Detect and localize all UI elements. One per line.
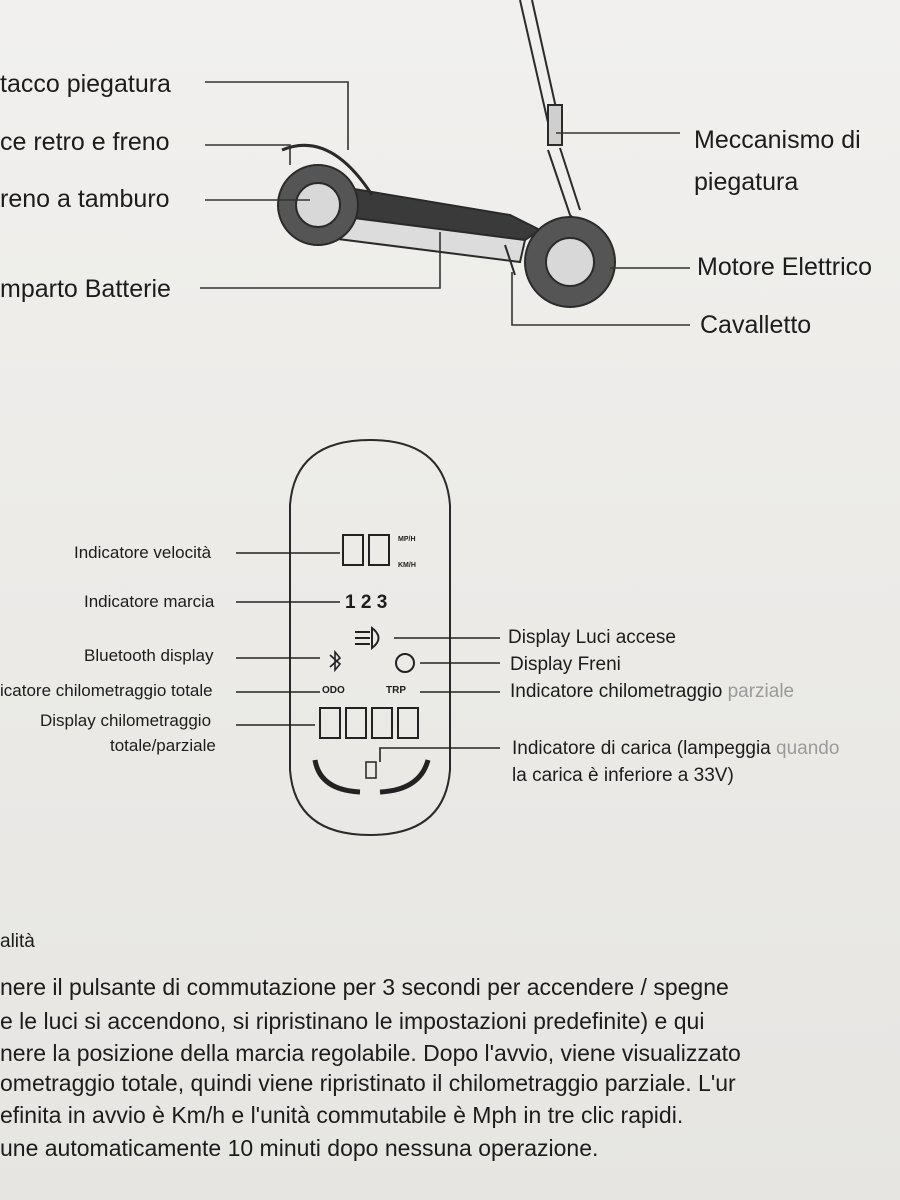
- odo-label: ODO: [322, 685, 345, 696]
- label-folding-mechanism-2: piegatura: [694, 168, 799, 196]
- trp-label: TRP: [386, 685, 406, 696]
- label-kickstand: Cavalletto: [700, 311, 812, 339]
- paragraph-line: ometraggio totale, quindi viene ripristinato il chilometraggio parziale. L'ur: [0, 1070, 736, 1096]
- label-mileage-display-2: totale/parziale: [110, 736, 216, 755]
- label-folding-hook: tacco piegatura: [0, 70, 171, 98]
- unit-kmh: KM/H: [398, 562, 416, 569]
- paragraph-line: nere il pulsante di commutazione per 3 secondi per accendere / spegne: [0, 974, 729, 1000]
- label-charge-indicator-1: [512, 739, 839, 758]
- label-folding-mechanism-1: Meccanismo di: [694, 126, 861, 154]
- label-gear-indicator: Indicatore marcia: [84, 592, 215, 611]
- label-brakes: Display Freni: [510, 654, 621, 675]
- label-lights-on: Display Luci accese: [508, 627, 676, 648]
- charge-faded: quando: [776, 738, 840, 759]
- paragraph-line: efinita in avvio è Km/h e l'unità commutabile è Mph in tre clic rapidi.: [0, 1102, 684, 1128]
- charge-main: Indicatore di carica (lampeggia: [512, 738, 771, 759]
- paragraph-line: e le luci si accendono, si ripristinano le impostazioni predefinite) e qui: [0, 1008, 705, 1034]
- label-battery-compartment: mparto Batterie: [0, 275, 171, 303]
- unit-mph: MP/H: [398, 536, 416, 543]
- label-mileage-display-1: Display chilometraggio: [40, 711, 212, 730]
- label-drum-brake: reno a tamburo: [0, 185, 170, 213]
- label-total-mileage: icatore chilometraggio totale: [0, 681, 213, 700]
- label-electric-motor: Motore Elettrico: [697, 253, 873, 281]
- partial-mileage-faded: parziale: [727, 681, 795, 702]
- label-partial-mileage: [510, 682, 794, 701]
- section-heading: alità: [0, 931, 35, 952]
- label-speed-indicator: Indicatore velocità: [74, 543, 212, 562]
- label-rear-light-brake: ce retro e freno: [0, 128, 170, 156]
- paragraph-line: une automaticamente 10 minuti dopo nessuna operazione.: [0, 1135, 599, 1161]
- paragraph-line: nere la posizione della marcia regolabile. Dopo l'avvio, viene visualizzato: [0, 1040, 741, 1066]
- gear-numbers: 1 2 3: [345, 592, 388, 613]
- label-charge-indicator-2: la carica è inferiore a 33V): [512, 765, 734, 786]
- partial-mileage-main: Indicatore chilometraggio: [510, 681, 723, 702]
- label-bluetooth-display: Bluetooth display: [84, 646, 214, 665]
